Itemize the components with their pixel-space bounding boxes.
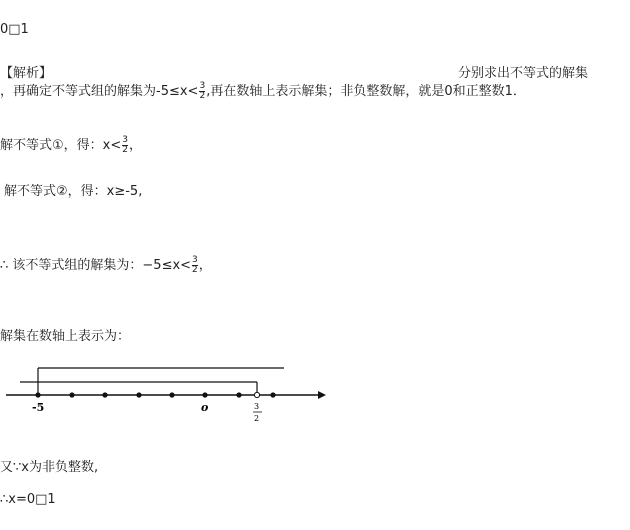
tick-point-minus-5 [35,392,40,397]
header-text: 0□1 [0,22,29,37]
tick-point-0 [202,392,207,397]
step1-pre: 解不等式①，得：x< [0,138,122,153]
label-frac-num: 3 [254,402,260,411]
label-frac-den: 2 [254,414,260,423]
step3-frac-den: 2 [192,265,198,275]
step-3 [0,254,212,275]
step1-fraction [122,136,128,155]
fraction-denominator: 2 [199,91,206,101]
tick-point-1 [236,392,241,397]
number-line-figure [0,362,630,432]
step3-fraction [192,256,198,275]
step-2: 解不等式②，得：x≥-5, [4,184,143,199]
tick-point-minus-2 [136,392,141,397]
tick-point-minus-4 [69,392,74,397]
analysis-tag: 【解析】 [0,66,53,81]
step3-pre: ∴ 该不等式组的解集为：−5≤x< [0,258,192,273]
analysis-fraction [199,82,205,101]
axis-arrow [318,391,326,399]
analysis-right-text: 分别求出不等式的解集 [458,66,589,81]
fraction-numerator: 3 [199,81,206,91]
analysis-line2-post: ,再在数轴上表示解集；非负整数解，就是0和正整数1． [206,84,526,99]
step1-frac-den: 2 [122,145,128,155]
label-zero: o [201,401,209,414]
step-1 [0,134,142,155]
conclusion-line-1: 又∵x为非负整数, [0,460,99,475]
open-point-three-halves [254,392,259,397]
step3-frac-num: 3 [192,255,198,265]
analysis-line-2 [0,80,526,101]
step3-post: ， [198,258,212,273]
tick-point-minus-3 [102,392,107,397]
tick-point-2 [270,392,275,397]
step1-post: ， [128,138,142,153]
step1-frac-num: 3 [122,135,128,145]
conclusion-line-2: ∴x=0□1 [0,492,56,507]
numberline-title: 解集在数轴上表示为： [0,329,131,344]
tick-point-minus-1 [169,392,174,397]
label-minus-5: -5 [32,401,45,414]
analysis-line2-pre: ，再确定不等式组的解集为-5≤x< [0,84,199,99]
